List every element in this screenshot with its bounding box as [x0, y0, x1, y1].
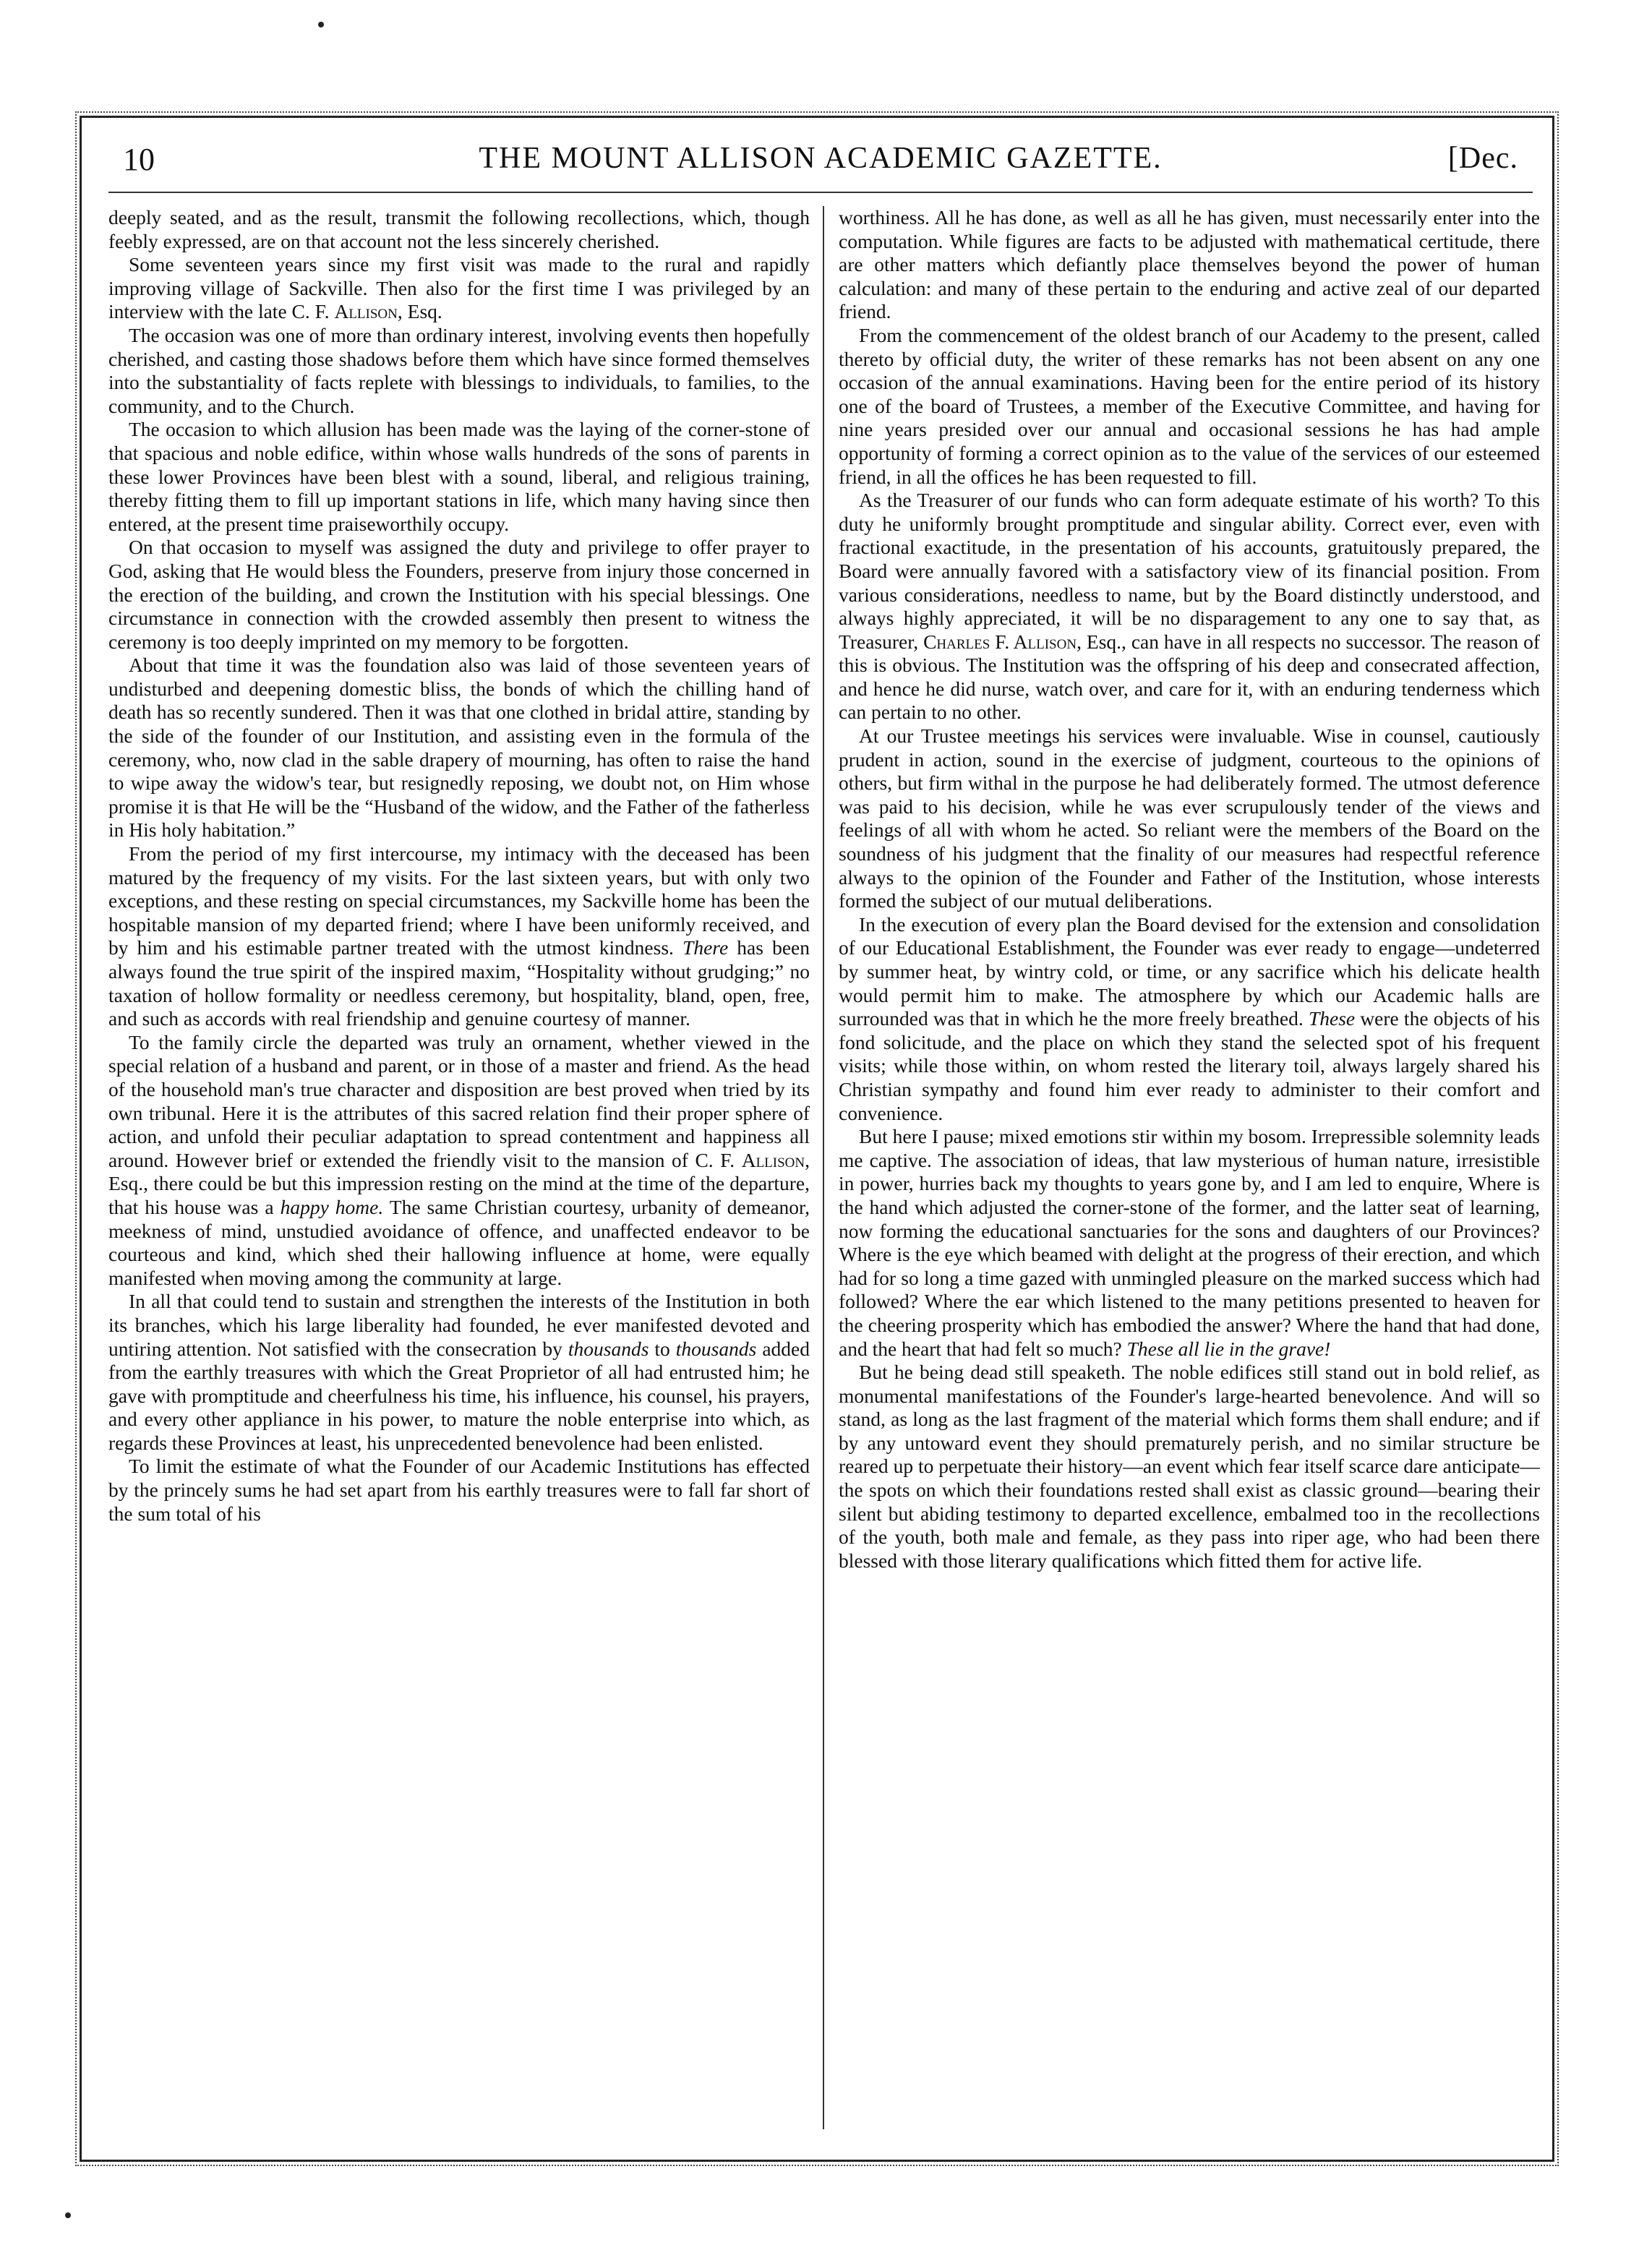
paragraph: worthiness. All he has done, as well as all he has given, must necessarily enter into the computation. While figures are facts to be adjusted with mathematical certitude, there are other matters which defiantly place themselves beyond the power of human calculation: and many of these pertain to the enduring and active zeal of our departed friend.	[839, 206, 1540, 323]
article-body	[108, 206, 1540, 2129]
name-allison: Allison	[741, 1148, 805, 1171]
running-title: THE MOUNT ALLISON ACADEMIC GAZETTE.	[479, 142, 1163, 175]
paragraph: From the period of my first intercourse, my intimacy with the deceased has been matured by the frequency of my visits. For the last sixteen years, but with only two exceptions, and these resting on special circumstances, my Sackville home has been the hospitable mansion of my departed friend; where I have been uniformly received, and by him and his estimable partner treated with the utmost kindness. There has been always found the true spirit of the inspired maxim, “Hospitality without grudging;” no taxation of hollow formality or needless ceremony, but hospitality, bland, open, free, and such as accords with real friendship and genuine courtesy of manner.	[108, 842, 810, 1030]
column-rule	[823, 206, 824, 2129]
paragraph: About that time it was the foundation also was laid of those seventeen years of undisturbed and deepening domestic bliss, the bonds of which the chilling hand of death has so recently sundered. Then it was that one clothed in bridal attire, standing by the side of the founder of our Institution, and assisting even in the formula of the ceremony, who, now clad in the sable drapery of mourning, has often to raise the hand to wipe away the widow's tear, but resignedly reposing, we doubt not, on Him whose promise it is that He will be the “Husband of the widow, and the Father of the fatherless in His holy habitation.”	[108, 654, 810, 842]
paragraph: At our Trustee meetings his services were invaluable. Wise in counsel, cautiously prudent in action, sound in the exercise of judgment, courteous to the opinions of others, but firm withal in the purpose he had deliberately formed. The utmost deference was paid to his decision, while he was ever scrupulously tender of the views and feelings of all with whom he acted. So reliant were the members of the Board on the soundness of his judgment that the finality of our measures had respectful reference always to the opinion of the Founder and Father of the Institution, whose interests formed the subject of our mutual deliberations.	[839, 724, 1540, 912]
name-allison: Allison	[334, 300, 398, 323]
paragraph: As the Treasurer of our funds who can form adequate estimate of his worth? To this duty he uniformly brought promptitude and singular ability. Correct ever, even with fractional exactitude, in the presentation of his accounts, gratuitously prepared, the Board were annually favored with a satisfactory view of its financial position. From various considerations, needless to name, but by the Board distinctly understood, and always highly appreciated, it will be no disparagement to any one to say that, as Treasurer, Charles F. Allison, Esq., can have in all respects no successor. The reason of this is obvious. The Institution was the offspring of his deep and consecrated affection, and hence he did nurse, watch over, and care for it, with an enduring tenderness which can pertain to no other.	[839, 489, 1540, 724]
paragraph: To the family circle the departed was truly an ornament, whether viewed in the special relation of a husband and parent, or in those of a master and friend. As the head of the household man's true character and disposition are best proved when tried by its own tribunal. Here it is the attributes of this sacred relation find their proper sphere of action, and unfold their peculiar adaptation to spread contentment and happiness all around. However brief or extended the friendly visit to the mansion of C. F. Allison, Esq., there could be but this impression resting on the mind at the time of the departure, that his house was a happy home. The same Christian courtesy, urbanity of demeanor, meekness of mind, unstudied avoidance of offence, and unaffected endeavor to be courteous and kind, which shed their hallowing influence at home, were equally manifested when moving among the community at large.	[108, 1030, 810, 1289]
paragraph: The occasion to which allusion has been made was the laying of the corner-stone of that spacious and noble edifice, within whose walls hundreds of the sons of parents in these lower Provinces have been blest with a sound, liberal, and religious training, thereby fitting them to fill up important stations in life, which many having since then entered, at the present time praiseworthily occupy.	[108, 418, 810, 535]
issue-month: [Dec.	[1447, 142, 1518, 175]
paragraph: On that occasion to myself was assigned the duty and privilege to offer prayer to God, asking that He would bless the Founders, preserve from injury those concerned in the erection of the building, and crown the Institution with his special blessings. One circumstance in connection with the crowded assembly then present to witness the ceremony is too deeply imprinted on my memory to be forgotten.	[108, 536, 810, 653]
page-header	[101, 141, 1540, 192]
name-charles-allison: Charles F. Allison	[923, 630, 1077, 653]
left-column	[108, 206, 810, 2129]
stray-mark	[318, 22, 324, 27]
header-rule	[108, 192, 1533, 193]
paragraph: But he being dead still speaketh. The noble edifices still stand out in bold relief, as monumental manifestations of the Founder's large-hearted benevolence. And will so stand, as long as the last fragment of the material which forms them shall endure; and if by any untoward event they should prematurely perish, and no similar structure be reared up to perpetuate their history—an event which fear itself scarce dare anticipate—the spots on which their foundations rested shall exist as classic ground—bearing their silent but abiding testimony to departed excellence, embalmed too in the recollections of the youth, both male and female, as they pass into riper age, who had been there blessed with those literary qualifications which fitted them for active life.	[839, 1361, 1540, 1572]
paragraph: In the execution of every plan the Board devised for the extension and consolidation of our Educational Establishment, the Founder was ever ready to engage—undeterred by summer heat, by wintry cold, or time, or any sacrifice which his delicate health would permit him to make. The atmosphere by which our Academic halls are surrounded was that in which he the more freely breathed. These were the objects of his fond solicitude, and the place on which they stand the selected spot of his frequent visits; while those within, on whom rested the literary toil, always largely shared his Christian sympathy and found him ever ready to administer to their comfort and convenience.	[839, 912, 1540, 1124]
paragraph: To limit the estimate of what the Founder of our Academic Institutions has effected by the princely sums he had set apart from his earthly treasures were to fall far short of the sum total of his	[108, 1455, 810, 1525]
paragraph: But here I pause; mixed emotions stir within my bosom. Irrepressible solemnity leads me captive. The association of ideas, that law mysterious of human nature, irresistible in power, hurries back my thoughts to years gone by, and I am led to enquire, Where is the hand which adjusted the corner-stone of the former, and the latter seat of learning, now forming the educational sanctuaries for the sons and daughters of our Provinces? Where is the eye which beamed with delight at the progress of their erection, and which had for so long a time gazed with unmingled pleasure on the marked success which had followed? Where the ear which listened to the many petitions presented to heaven for the cheering prosperity which has embodied the answer? Where the hand that had done, and the heart that had felt so much? These all lie in the grave!	[839, 1125, 1540, 1360]
paragraph: Some seventeen years since my first visit was made to the rural and rapidly improving village of Sackville. Then also for the first time I was privileged by an interview with the late C. F. Allison, Esq.	[108, 253, 810, 323]
paragraph: The occasion was one of more than ordinary interest, involving events then hopefully cherished, and casting those shadows before them which have since formed themselves into the substantiality of facts replete with blessings to individuals, to families, to the community, and to the Church.	[108, 323, 810, 417]
stray-mark	[65, 2212, 71, 2218]
paragraph: From the commencement of the oldest branch of our Academy to the present, called thereto by official duty, the writer of these remarks has not been absent on any one occasion of the annual examinations. Having been for the entire period of its history one of the board of Trustees, a member of the Executive Committee, and having for nine years presided over our annual and occasional sessions he has had ample opportunity of forming a correct opinion as to the value of the services of our esteemed friend, in all the offices he has been requested to fill.	[839, 323, 1540, 488]
page-number: 10	[123, 142, 155, 177]
paragraph: deeply seated, and as the result, transmit the following recollections, which, though feebly expressed, are on that account not the less sincerely cherished.	[108, 206, 810, 252]
right-column	[839, 206, 1540, 2129]
paragraph: In all that could tend to sustain and strengthen the interests of the Institution in both its branches, which his large liberality had founded, he ever manifested devoted and untiring attention. Not satisfied with the consecration by thousands to thousands added from the earthly treasures with which the Great Proprietor of all had entrusted him; he gave with promptitude and cheerfulness his time, his influence, his counsel, his prayers, and every other appliance in his power, to mature the noble enterprise into which, as regards these Provinces at least, his unprecedented benevolence had been enlisted.	[108, 1290, 810, 1454]
